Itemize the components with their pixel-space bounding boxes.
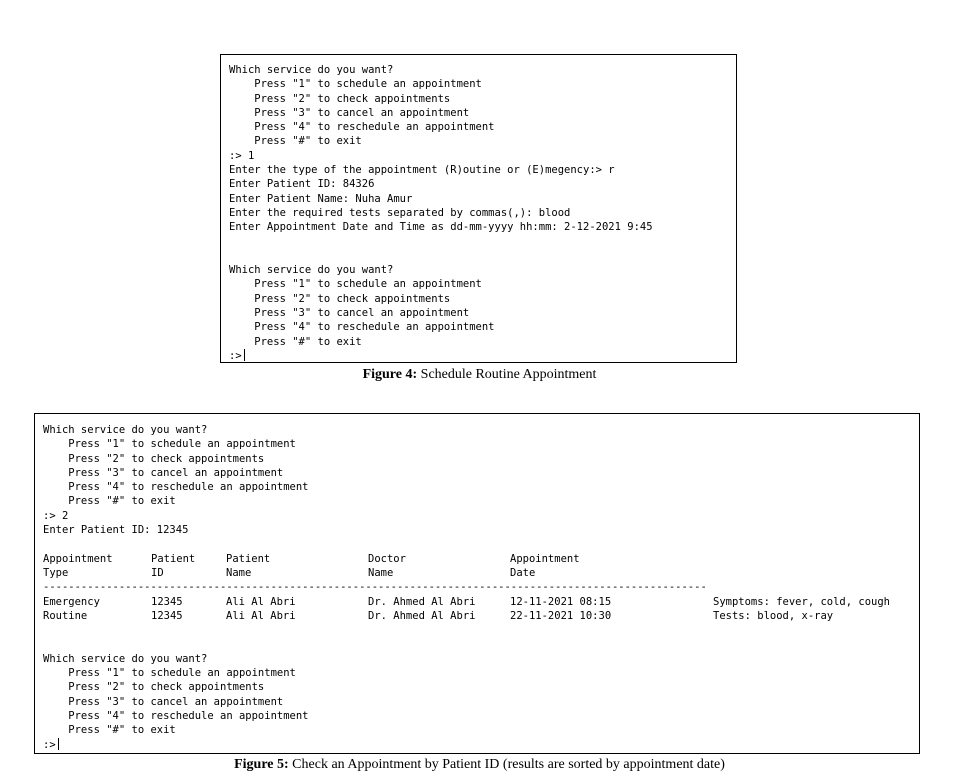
terminal-line: Which service do you want? <box>229 64 394 76</box>
command-prompt[interactable] <box>229 349 736 363</box>
terminal-line: Press "#" to exit <box>43 495 176 508</box>
terminal-line <box>229 249 736 263</box>
header-cell: Patient <box>226 552 271 565</box>
terminal-line: Which service do you want? <box>229 264 394 277</box>
terminal-line: Press "4" to reschedule an appointment <box>229 321 495 334</box>
terminal-line: Press "3" to cancel an appointment <box>43 466 284 479</box>
terminal-line: Press "3" to cancel an appointment <box>43 695 284 708</box>
terminal-line: Press "4" to reschedule an appointment <box>229 121 495 134</box>
patient-id-cell: 12345 <box>151 609 183 622</box>
figure-5-caption <box>0 757 959 773</box>
command-prompt[interactable] <box>43 738 919 752</box>
terminal-line: Press "4" to reschedule an appointment <box>43 481 309 494</box>
header-cell: Appointment <box>43 552 113 565</box>
appointment-date-cell: 12-11-2021 08:15 <box>510 595 612 608</box>
prompt-symbol: :> <box>43 738 56 751</box>
terminal-figure-4 <box>220 54 737 363</box>
header-cell: ID <box>151 566 164 579</box>
header-cell: Date <box>510 566 536 579</box>
details-cell: Tests: blood, x-ray <box>713 609 834 622</box>
appointment-date-cell: 22-11-2021 10:30 <box>510 609 612 622</box>
terminal-line: Press "#" to exit <box>43 724 176 737</box>
appointment-type-cell: Routine <box>43 609 88 622</box>
terminal-line <box>229 235 736 249</box>
terminal-line: Press "#" to exit <box>229 335 362 348</box>
terminal-line: :> 2 <box>43 509 69 522</box>
terminal-line: Press "1" to schedule an appointment <box>43 438 296 451</box>
details-cell: Symptoms: fever, cold, cough <box>713 595 891 608</box>
terminal-line: Press "2" to check appointments <box>229 292 451 305</box>
terminal-figure-5 <box>34 413 920 754</box>
figure-4-caption <box>0 367 959 383</box>
caption-label: Figure 4: <box>362 367 418 382</box>
terminal-line: Enter Appointment Date and Time as dd-mm-yyyy hh:mm: 2-12-2021 9:45 <box>229 221 653 234</box>
table-row <box>43 609 919 623</box>
terminal-line: Enter the required tests separated by commas(,): blood <box>229 206 571 219</box>
header-cell: Name <box>368 566 394 579</box>
terminal-line: Press "4" to reschedule an appointment <box>43 709 309 722</box>
terminal-line: Press "2" to check appointments <box>229 92 451 105</box>
header-cell: Type <box>43 566 69 579</box>
doctor-name-cell: Dr. Ahmed Al Abri <box>368 595 476 608</box>
caption-text: Schedule Routine Appointment <box>417 367 597 382</box>
doctor-name-cell: Dr. Ahmed Al Abri <box>368 609 476 622</box>
terminal-line: Press "3" to cancel an appointment <box>229 106 470 119</box>
caption-label: Figure 5: <box>234 757 289 772</box>
text-cursor <box>58 738 60 750</box>
terminal-line: Enter the type of the appointment (R)outine or (E)megency:> r <box>229 164 615 177</box>
header-cell: Doctor <box>368 552 406 565</box>
terminal-line: Press "1" to schedule an appointment <box>229 78 482 91</box>
header-cell: Patient <box>151 552 196 565</box>
terminal-line: Press "2" to check appointments <box>43 452 265 465</box>
patient-name-cell: Ali Al Abri <box>226 609 296 622</box>
appointment-type-cell: Emergency <box>43 595 100 608</box>
terminal-line: Enter Patient ID: 12345 <box>43 524 189 537</box>
text-cursor <box>244 349 246 361</box>
table-header-row <box>43 552 919 566</box>
terminal-line: Press "1" to schedule an appointment <box>43 667 296 680</box>
terminal-line: Enter Patient ID: 84326 <box>229 178 375 191</box>
table-divider: --------------------------------------------------------------------------------------------------------- <box>43 581 707 594</box>
prompt-symbol: :> <box>229 349 242 362</box>
terminal-line: Press "1" to schedule an appointment <box>229 278 482 291</box>
patient-name-cell: Ali Al Abri <box>226 595 296 608</box>
terminal-line: Which service do you want? <box>43 424 208 436</box>
terminal-line: Press "#" to exit <box>229 135 362 148</box>
terminal-line: Enter Patient Name: Nuha Amur <box>229 192 413 205</box>
terminal-line: Press "3" to cancel an appointment <box>229 307 470 320</box>
table-header-row <box>43 566 919 580</box>
terminal-line: :> 1 <box>229 149 255 162</box>
header-cell: Name <box>226 566 252 579</box>
patient-id-cell: 12345 <box>151 595 183 608</box>
appointments-table <box>43 552 919 623</box>
terminal-line: Press "2" to check appointments <box>43 681 265 694</box>
table-row <box>43 595 919 609</box>
terminal-line: Which service do you want? <box>43 652 208 665</box>
header-cell: Appointment <box>510 552 580 565</box>
caption-text: Check an Appointment by Patient ID (results are sorted by appointment date) <box>288 757 725 772</box>
